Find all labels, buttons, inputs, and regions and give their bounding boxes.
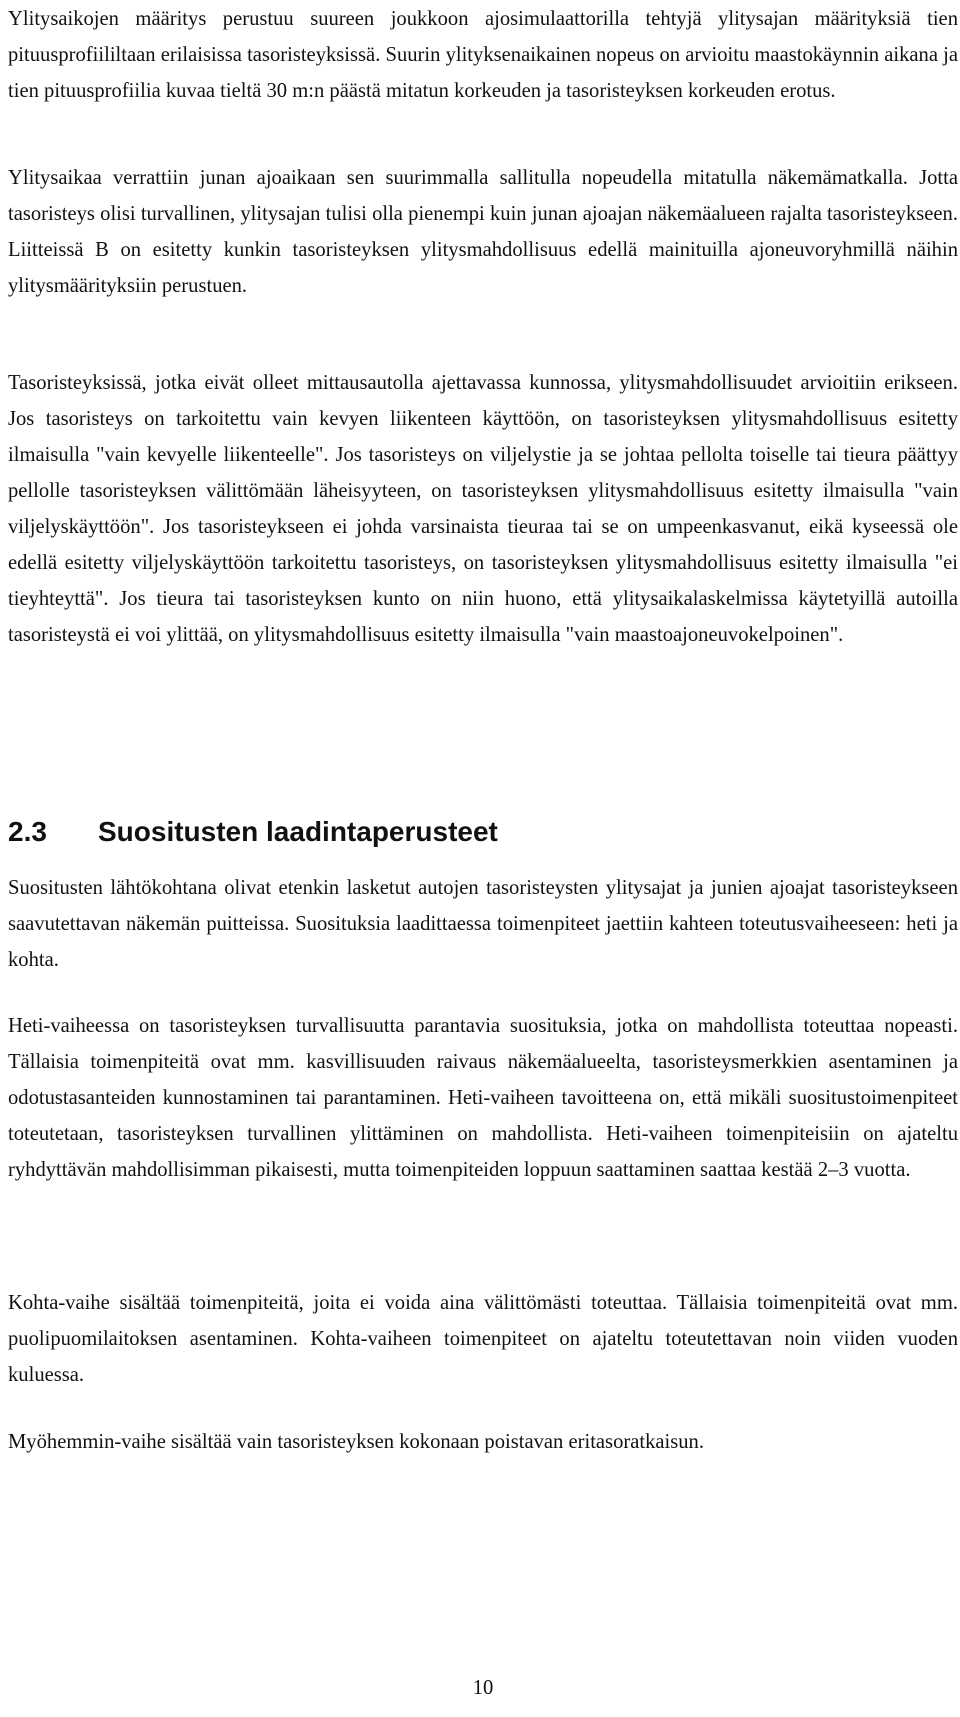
paragraph-kohta-vaihe: Kohta-vaihe sisältää toimenpiteitä, joita ei voida aina välittömästi toteuttaa. Tällaisia toimenpiteitä ovat mm. puolipuomilaitoksen asentaminen. Kohta-vaiheen toimenpiteet on ajateltu toteutettavan noin viiden vuoden kuluessa. [8, 1292, 958, 1386]
section-heading [8, 812, 958, 852]
paragraph-heti-vaihe: Heti-vaiheessa on tasoristeyksen turvallisuutta parantavia suosituksia, jotka on mahdollista toteuttaa nopeasti. Tällaisia toimenpiteitä ovat mm. kasvillisuuden raivaus näkemäalueelta, tasoristeysmerkkien asentaminen ja odotustasanteiden kunnostaminen tai parantaminen. Heti-vaiheen tavoitteena on, että mikäli suositustoimenpiteet toteutetaan, tasoristeyksen turvallinen ylittäminen on mahdollista. Heti-vaiheen toimenpiteisiin on ajateltu ryhdyttävän mahdollisimman pikaisesti, mutta toimenpiteiden loppuun saattaminen saattaa kestää 2–3 vuotta. [8, 1015, 958, 1181]
section-title: Suositusten laadintaperusteet [98, 816, 498, 847]
document-page [8, 0, 958, 1717]
page-number: 10 [472, 1677, 494, 1699]
paragraph-myohemmin-vaihe: Myöhemmin-vaihe sisältää vain tasoristeyksen kokonaan poistavan eritasoratkaisun. [8, 1431, 705, 1453]
paragraph-ylitysaikojen-maaritys: Ylitysaikojen määritys perustuu suureen joukkoon ajosimulaattorilla tehtyjä ylitysajan määrityksiä tien pituusprofiililtaan erilaisissa tasoristeyksissä. Suurin ylityksenaikainen nopeus on arvioitu maastokäynnin aikana ja tien pituusprofiilia kuvaa tieltä 30 m:n päästä mitatun korkeuden ja tasoristeyksen korkeuden erotus. [8, 8, 958, 102]
paragraph-ylitysmahdollisuudet: Tasoristeyksissä, jotka eivät olleet mittausautolla ajettavassa kunnossa, ylitysmahdollisuudet arvioitiin erikseen. Jos tasoristeys on tarkoitettu vain kevyen liikenteen käyttöön, on tasoristeyksen ylitysmahdollisuus esitetty ilmaisulla "vain kevyelle liikenteelle". Jos tasoristeys on viljelystie ja se johtaa pellolta toiselle tai tieura päättyy pellolle tasoristeyksen välittömään läheisyyteen, on tasoristeyksen ylitysmahdollisuus esitetty ilmaisulla "vain viljelyskäyttöön". Jos tasoristeykseen ei johda varsinaista tieuraa tai se on umpeenkasvanut, eikä kyseessä ole edellä esitetty viljelyskäyttöön tarkoitettu tasoristeys, on tasoristeyksen ylitysmahdollisuus esitetty ilmaisulla "ei tieyhteyttä". Jos tieura tai tasoristeyksen kunto on niin huono, että ylitysaikalaskelmissa käytetyillä autoilla tasoristeystä ei voi ylittää, on ylitysmahdollisuus esitetty ilmaisulla "vain maastoajoneuvokelpoinen". [8, 372, 958, 646]
paragraph-suositusten-lahtokohta: Suositusten lähtökohtana olivat etenkin lasketut autojen tasoristeysten ylitysajat ja junien ajoajat tasoristeykseen saavutettavan näkemän puitteissa. Suosituksia laadittaessa toimenpiteet jaettiin kahteen toteutusvaiheeseen: heti ja kohta. [8, 877, 958, 971]
section-number: 2.3 [8, 816, 47, 847]
paragraph-ylitysaika-vertailu: Ylitysaikaa verrattiin junan ajoaikaan sen suurimmalla sallitulla nopeudella mitatulla näkemämatkalla. Jotta tasoristeys olisi turvallinen, ylitysajan tulisi olla pienempi kuin junan ajoajan näkemäalueen rajalta tasoristeykseen. Liitteissä B on esitetty kunkin tasoristeyksen ylitysmahdollisuus edellä mainituilla ajoneuvoryhmillä näihin ylitysmäärityksiin perustuen. [8, 167, 958, 297]
